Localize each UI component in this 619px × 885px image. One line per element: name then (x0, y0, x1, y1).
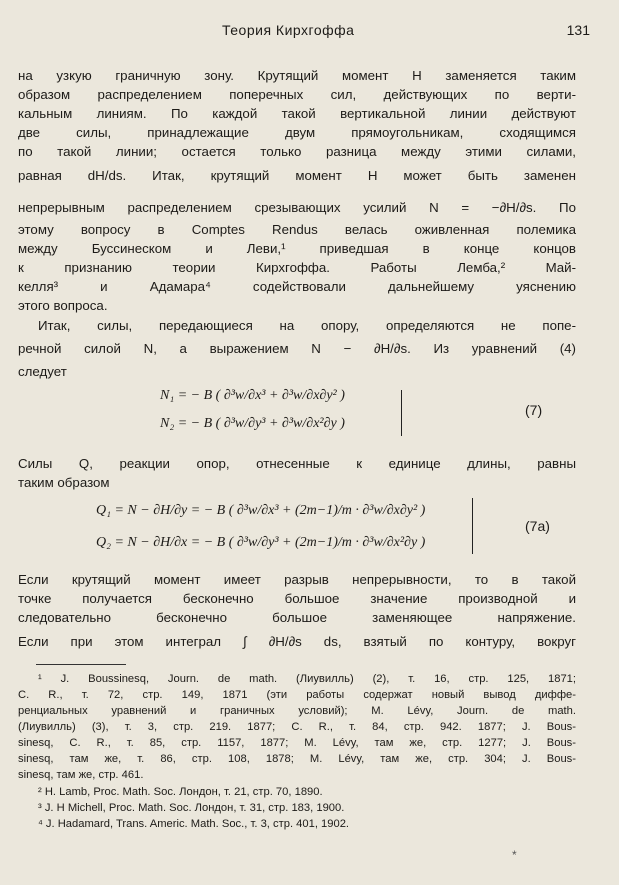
text-line: этого вопроса. (18, 298, 108, 313)
text-line: речной силой N, а выражением N − ∂H/∂s. Из уравнений (4) (18, 341, 576, 356)
page-mark: * (512, 848, 517, 862)
text-line: Итак, силы, передающиеся на опору, определяются не попе- (38, 318, 576, 333)
equation-n2: N₂ = − B ( ∂³w/∂y³ + ∂³w/∂x²∂y ) (160, 416, 345, 431)
footnote-rule (36, 664, 126, 665)
text-line: равная dH/ds. Итак, крутящий момент H может быть заменен (18, 168, 576, 183)
header-title: Теория Кирхгоффа (222, 22, 355, 38)
text-line: образом распределением поперечных сил, действующих по верти- (18, 87, 576, 102)
text-line: на узкую граничную зону. Крутящий момент H заменяется таким (18, 68, 576, 83)
text-line: две силы, принадлежащие двум прямоугольникам, сходящимся (18, 125, 576, 140)
footnote-line: C. R., т. 72, стр. 149, 1871 (эти работы содержат новый вывод диффе- (18, 689, 576, 701)
text-line: непрерывным распределением срезывающих усилий N = −∂H/∂s. По (18, 200, 576, 215)
footnote-line: sinesq, там же, стр. 461. (18, 769, 144, 781)
footnote-line: ² H. Lamb, Proc. Math. Soc. Лондон, т. 21, стр. 70, 1890. (38, 786, 323, 798)
text-line: следует (18, 364, 67, 379)
text-line: между Буссинеском и Леви,¹ приведшая в конце концов (18, 241, 576, 256)
text-line: точке получается бесконечно большое значение производной и (18, 591, 576, 606)
book-page (18, 0, 592, 885)
footnote-line: ³ J. H Michell, Proc. Math. Soc. Лондон, т. 31, стр. 183, 1900. (38, 802, 345, 814)
text-line: этому вопросу в Comptes Rendus велась оживленная полемика (18, 222, 576, 237)
footnote-line: ⁴ J. Hadamard, Trans. Americ. Math. Soc., т. 3, стр. 401, 1902. (38, 818, 350, 830)
footnote-line: sinesq, C. R., т. 85, стр. 1157, 1877; M. Lévy, там же, стр. 1277; J. Bous- (18, 737, 576, 749)
equation-n1: N₁ = − B ( ∂³w/∂x³ + ∂³w/∂x∂y² ) (160, 388, 345, 403)
footnote-line: (Лиувилль) (3), т. 3, стр. 219. 1877; C. R., т. 84, стр. 942. 1877; J. Bous- (18, 721, 576, 733)
footnote-line: ¹ J. Boussinesq, Journ. de math. (Лиувилль) (2), т. 16, стр. 125, 1871; (38, 673, 576, 685)
equation-number: (7a) (525, 518, 550, 534)
footnote-line: sinesq, там же, т. 86, стр. 108, 1878; M. Lévy, там же, стр. 304; J. Bous- (18, 753, 576, 765)
text-line: таким образом (18, 475, 110, 490)
equation-number: (7) (525, 402, 543, 418)
equation-q1: Q₁ = N − ∂H/∂y = − B ( ∂³w/∂x³ + (2m−1)/m · ∂³w/∂x∂y² ) (96, 503, 426, 518)
text-line: к признанию теории Кирхгоффа. Работы Лемба,² Мaй- (18, 260, 576, 275)
text-line: Силы Q, реакции опор, отнесенные к единице длины, равны (18, 456, 576, 471)
text-line: по такой линии; остается только разница между этими силами, (18, 144, 576, 159)
text-line: следовательно бесконечно большое заменяющее напряжение. (18, 610, 576, 625)
footnote-line: ренциальных уравнений и граничных условий); M. Lévy, Journ. de math. (18, 705, 576, 717)
text-line: Если при этом интеграл ∫ ∂H/∂s ds, взятый по контуру, вокруг (18, 634, 576, 649)
text-line: келля³ и Адамара⁴ содействовали дальнейшему уяснению (18, 279, 576, 294)
page-number: 131 (566, 22, 590, 38)
equation-q2: Q₂ = N − ∂H/∂x = − B ( ∂³w/∂y³ + (2m−1)/m · ∂³w/∂x²∂y ) (96, 535, 426, 550)
equation-bracket (472, 498, 473, 554)
equation-bracket (401, 390, 402, 436)
text-line: кальным линиям. По каждой такой вертикальной линии действуют (18, 106, 576, 121)
text-line: Если крутящий момент имеет разрыв непрерывности, то в такой (18, 572, 576, 587)
